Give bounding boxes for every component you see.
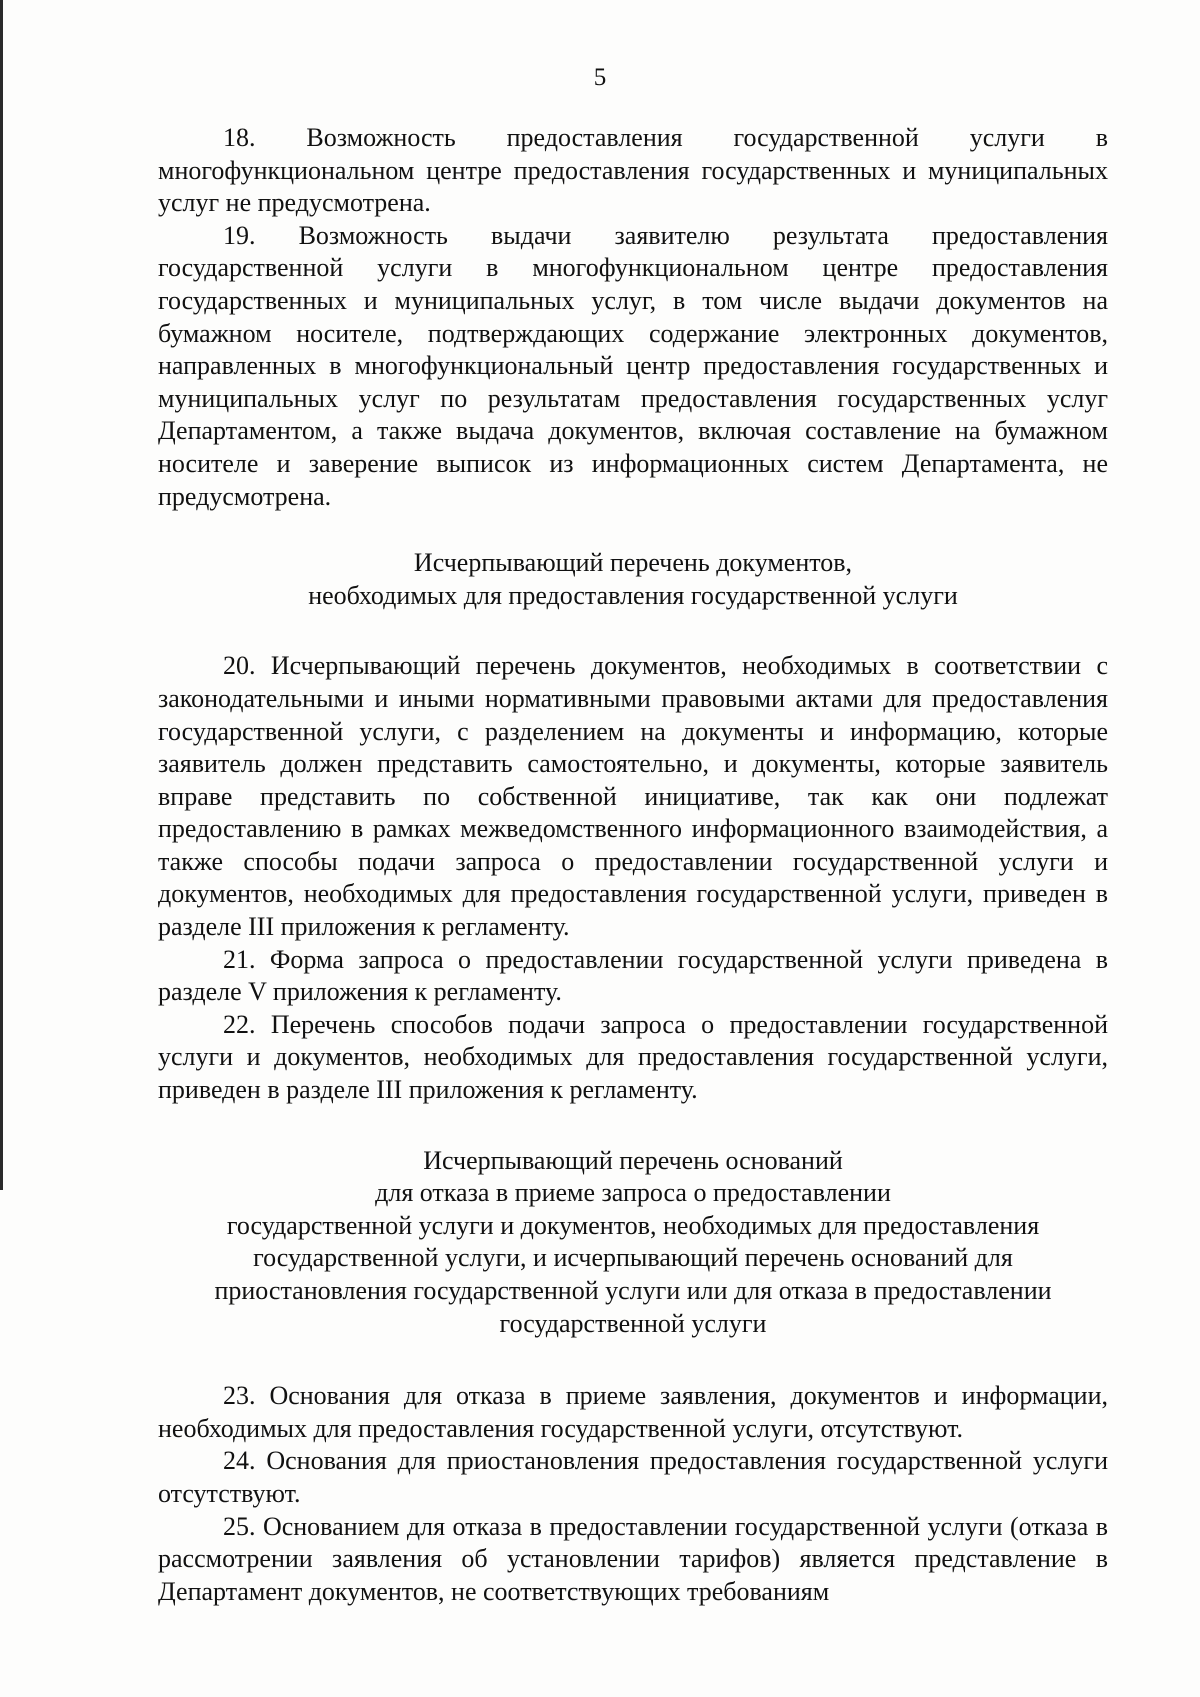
scan-edge-line bbox=[0, 0, 3, 1190]
heading-line: приостановления государственной услуги или для отказа в предоставлении bbox=[214, 1276, 1052, 1305]
heading-line: государственной услуги bbox=[499, 1308, 767, 1338]
heading-line: необходимых для предоставления государственной услуги bbox=[308, 580, 958, 610]
page-number: 5 bbox=[593, 64, 607, 91]
paragraph-22: 22. Перечень способов подачи запроса о предоставлении государственной услуги и документов, необходимых для предоставления государственной услуги, приведен в разделе III приложения к регламенту. bbox=[158, 1009, 1108, 1105]
heading-line: для отказа в приеме запроса о предоставлении bbox=[375, 1178, 891, 1208]
document-body bbox=[158, 122, 1108, 1608]
section-heading-documents bbox=[158, 547, 1108, 612]
paragraph-24: 24. Основания для приостановления предоставления государственной услуги отсутствуют. bbox=[158, 1446, 1108, 1508]
section-heading-refusal-grounds bbox=[158, 1145, 1108, 1341]
paragraph-23: 23. Основания для отказа в приеме заявления, документов и информации, необходимых для предоставления государственной услуги, отсутствуют. bbox=[158, 1381, 1108, 1443]
heading-line: государственной услуги и документов, необходимых для предоставления bbox=[226, 1210, 1040, 1240]
heading-line: Исчерпывающий перечень оснований bbox=[423, 1145, 843, 1175]
paragraph-19: 19. Возможность выдачи заявителю результата предоставления государственной услуги в многофункциональном центре предоставления государственных и муниципальных услуг, в том числе выдачи документов на бумажном носителе, подтверждающих содержание электронных документов, направленных в многофункциональный центр предоставления государственных и муниципальных услуг по результатам предоставления государственных услуг Департаментом, а также выдача документов, включая составление на бумажном носителе и заверение выписок из информационных систем Департамента, не предусмотрена. bbox=[158, 220, 1108, 511]
heading-line: государственной услуги, и исчерпывающий перечень оснований для bbox=[253, 1243, 1013, 1273]
paragraph-20: 20. Исчерпывающий перечень документов, необходимых в соответствии с законодательными и иными нормативными правовыми актами для предоставления государственной услуги, с разделением на документы и информацию, которые заявитель должен представить самостоятельно, и документы, которые заявитель вправе представить по собственной инициативе, так как они подлежат предоставлению в рамках межведомственного информационного взаимодействия, а также способы подачи запроса о предоставлении государственной услуги и документов, необходимых для предоставления государственной услуги, приведен в разделе III приложения к регламенту. bbox=[158, 651, 1108, 942]
paragraph-25: 25. Основанием для отказа в предоставлении государственной услуги (отказа в рассмотрении заявления об установлении тарифов) является представление в Департамент документов, не соответствующих требованиям bbox=[158, 1511, 1108, 1606]
heading-line: Исчерпывающий перечень документов, bbox=[413, 548, 853, 578]
paragraph-21: 21. Форма запроса о предоставлении государственной услуги приведена в разделе V приложения к регламенту. bbox=[158, 944, 1108, 1007]
paragraph-18: 18. Возможность предоставления государственной услуги в многофункциональном центре предоставления государственных и муниципальных услуг не предусмотрена. bbox=[158, 123, 1108, 218]
